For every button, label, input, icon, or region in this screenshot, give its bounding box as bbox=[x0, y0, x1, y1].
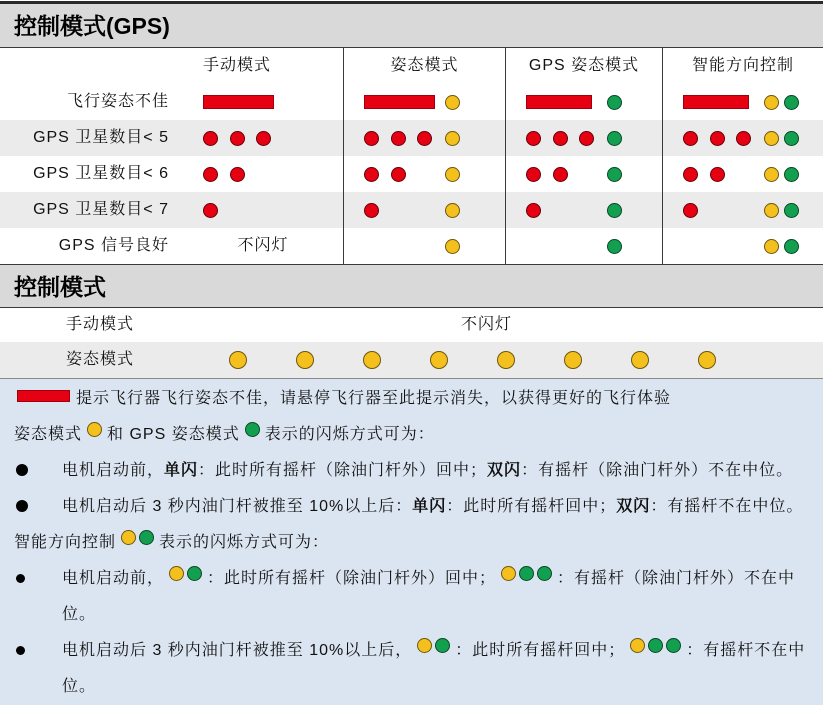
flash-pattern bbox=[364, 120, 432, 156]
green-led-icon bbox=[784, 131, 799, 146]
red-bar-led-icon bbox=[17, 390, 70, 402]
red-led-icon bbox=[526, 167, 541, 182]
red-led-icon bbox=[526, 131, 541, 146]
mode-row bbox=[0, 308, 823, 342]
indicator-cell-smart-direction-control bbox=[662, 228, 823, 264]
note-text: ：有摇杆不在中 bbox=[686, 642, 806, 659]
yellow-led-icon bbox=[445, 239, 460, 254]
flash-pattern bbox=[526, 156, 568, 192]
column-header-attitude-mode bbox=[343, 48, 505, 84]
indicator-cell-manual-mode bbox=[183, 84, 343, 120]
yellow-led-icon bbox=[764, 95, 779, 110]
bullet-item-continuation bbox=[0, 669, 823, 705]
yellow-led-icon bbox=[630, 638, 645, 653]
column-header-label: 手动模式 bbox=[203, 57, 272, 74]
green-led-icon bbox=[139, 530, 154, 545]
indicator-cell-attitude-mode bbox=[343, 84, 505, 120]
inline-led-group bbox=[245, 422, 260, 437]
column-header-label: 智能方向控制 bbox=[691, 57, 794, 74]
yellow-led-icon bbox=[121, 530, 136, 545]
flash-pattern bbox=[203, 84, 274, 120]
column-header-gps-attitude-mode bbox=[505, 48, 662, 84]
yellow-led-icon bbox=[296, 351, 314, 369]
note-text: 位。 bbox=[62, 606, 97, 623]
green-led-icon bbox=[435, 638, 450, 653]
indicator-cell-gps-attitude-mode bbox=[505, 120, 662, 156]
red-bar-led-icon bbox=[526, 95, 592, 109]
red-led-icon bbox=[364, 203, 379, 218]
note-text: 和 GPS 姿态模式 bbox=[107, 426, 240, 443]
red-led-icon bbox=[203, 203, 218, 218]
status-row bbox=[0, 120, 823, 156]
green-led-icon bbox=[666, 638, 681, 653]
inline-led-group bbox=[121, 530, 154, 545]
note-text: 电机启动后 3 秒内油门杆被推至 10%以上后： bbox=[62, 498, 413, 515]
green-led-icon bbox=[537, 566, 552, 581]
note-text: ：此时所有摇杆回中； bbox=[446, 498, 617, 515]
yellow-led-icon bbox=[698, 351, 716, 369]
status-row bbox=[0, 228, 823, 264]
mode-lights bbox=[607, 84, 622, 120]
note-text: ：有摇杆（除油门杆外）不在中 bbox=[557, 570, 796, 587]
basic-section-title: 控制模式 bbox=[14, 274, 106, 300]
indicator-cell-gps-attitude-mode bbox=[505, 156, 662, 192]
mode-lights bbox=[607, 156, 622, 192]
mode-label: 姿态模式 bbox=[65, 351, 134, 368]
red-led-icon bbox=[256, 131, 271, 146]
flash-pattern bbox=[526, 192, 541, 228]
column-header-smart-direction-control bbox=[662, 48, 823, 84]
note-text: 电机启动后 3 秒内油门杆被推至 10%以上后， bbox=[62, 642, 413, 659]
yellow-led-icon bbox=[430, 351, 448, 369]
yellow-led-icon bbox=[445, 95, 460, 110]
green-led-icon bbox=[784, 167, 799, 182]
flash-pattern bbox=[526, 120, 594, 156]
bullet-icon bbox=[16, 646, 25, 655]
red-led-icon bbox=[417, 131, 432, 146]
yellow-led-icon bbox=[764, 203, 779, 218]
mode-lights bbox=[607, 228, 622, 264]
note-text: ：有摇杆（除油门杆外）不在中位。 bbox=[521, 462, 794, 479]
yellow-led-icon bbox=[564, 351, 582, 369]
basic-section-header bbox=[0, 264, 823, 308]
green-led-icon bbox=[519, 566, 534, 581]
note-text: ：有摇杆不在中位。 bbox=[650, 498, 804, 515]
green-led-icon bbox=[607, 95, 622, 110]
red-led-icon bbox=[391, 167, 406, 182]
green-led-icon bbox=[607, 239, 622, 254]
red-led-icon bbox=[203, 131, 218, 146]
bullet-item bbox=[0, 561, 823, 597]
green-led-icon bbox=[607, 203, 622, 218]
mode-lights bbox=[445, 192, 460, 228]
note-bold-text: 单闪 bbox=[164, 462, 199, 479]
red-led-icon bbox=[230, 131, 245, 146]
status-label: GPS 卫星数目< 5 bbox=[33, 129, 169, 146]
note-text: 表示的闪烁方式可为： bbox=[159, 534, 330, 551]
status-row bbox=[0, 84, 823, 120]
green-led-icon bbox=[607, 131, 622, 146]
bar-hint-line bbox=[0, 381, 823, 417]
mode-lights bbox=[764, 192, 799, 228]
note-text: 位。 bbox=[62, 678, 97, 695]
gps-table-corner-cell bbox=[0, 48, 183, 84]
note-text: 智能方向控制 bbox=[14, 534, 117, 551]
red-led-icon bbox=[736, 131, 751, 146]
mode-lights bbox=[607, 192, 622, 228]
yellow-led-icon bbox=[497, 351, 515, 369]
red-bar-led-icon bbox=[683, 95, 749, 109]
inline-led-group bbox=[417, 638, 450, 653]
red-led-icon bbox=[579, 131, 594, 146]
basic-mode-led-table bbox=[0, 308, 823, 378]
indicator-cell-attitude-mode bbox=[343, 192, 505, 228]
yellow-led-icon bbox=[169, 566, 184, 581]
group-intro-line bbox=[0, 525, 823, 561]
green-led-icon bbox=[648, 638, 663, 653]
no-flash-text: 不闪灯 bbox=[461, 316, 513, 333]
red-led-icon bbox=[710, 131, 725, 146]
bar-hint-text: 提示飞行器飞行姿态不佳，请悬停飞行器至此提示消失，以获得更好的飞行体验 bbox=[76, 390, 672, 407]
gps-table-header-row bbox=[0, 48, 823, 84]
flash-sequence bbox=[229, 342, 716, 378]
indicator-cell-manual-mode bbox=[183, 228, 343, 264]
note-text: 电机启动前， bbox=[62, 462, 165, 479]
red-led-icon bbox=[364, 131, 379, 146]
bullet-icon bbox=[16, 500, 28, 512]
indicator-cell-manual-mode bbox=[183, 156, 343, 192]
flash-pattern bbox=[683, 84, 749, 120]
indicator-cell-smart-direction-control bbox=[662, 192, 823, 228]
column-header-manual-mode bbox=[183, 48, 343, 84]
red-bar-led-icon bbox=[203, 95, 274, 109]
yellow-led-icon bbox=[445, 203, 460, 218]
yellow-led-icon bbox=[764, 131, 779, 146]
note-text: ：此时所有摇杆（除油门杆外）回中； bbox=[198, 462, 488, 479]
group-intro-line bbox=[0, 417, 823, 453]
red-led-icon bbox=[364, 167, 379, 182]
indicator-cell-smart-direction-control bbox=[662, 84, 823, 120]
note-text: ：此时所有摇杆回中； bbox=[455, 642, 626, 659]
mode-label: 手动模式 bbox=[65, 316, 134, 333]
note-bold-text: 双闪 bbox=[616, 498, 651, 515]
indicator-cell-gps-attitude-mode bbox=[505, 84, 662, 120]
green-led-icon bbox=[784, 239, 799, 254]
indicator-cell-attitude-mode bbox=[343, 156, 505, 192]
gps-section-header bbox=[0, 4, 823, 48]
inline-led-group bbox=[87, 422, 102, 437]
status-label: GPS 卫星数目< 6 bbox=[33, 165, 169, 182]
yellow-led-icon bbox=[445, 131, 460, 146]
status-label: GPS 信号良好 bbox=[58, 237, 169, 254]
flash-pattern bbox=[364, 156, 406, 192]
gps-mode-led-table bbox=[0, 48, 823, 264]
red-led-icon bbox=[553, 131, 568, 146]
mode-lights bbox=[445, 228, 460, 264]
indicator-cell-manual-mode bbox=[183, 120, 343, 156]
note-bold-text: 单闪 bbox=[412, 498, 447, 515]
bullet-item bbox=[0, 453, 823, 489]
status-label: GPS 卫星数目< 7 bbox=[33, 201, 169, 218]
red-led-icon bbox=[526, 203, 541, 218]
green-led-icon bbox=[607, 167, 622, 182]
red-bar-led-icon bbox=[364, 95, 435, 109]
bullet-item bbox=[0, 633, 823, 669]
flash-pattern bbox=[683, 120, 751, 156]
inline-led-group bbox=[169, 566, 202, 581]
flash-pattern bbox=[203, 156, 245, 192]
mode-lights bbox=[445, 156, 460, 192]
yellow-led-icon bbox=[87, 422, 102, 437]
indicator-cell-smart-direction-control bbox=[662, 120, 823, 156]
yellow-led-icon bbox=[229, 351, 247, 369]
indicator-cell-attitude-mode bbox=[343, 228, 505, 264]
yellow-led-icon bbox=[417, 638, 432, 653]
red-led-icon bbox=[391, 131, 406, 146]
status-row bbox=[0, 156, 823, 192]
mode-lights bbox=[764, 84, 799, 120]
red-led-icon bbox=[230, 167, 245, 182]
no-flash-text: 不闪灯 bbox=[237, 237, 289, 254]
yellow-led-icon bbox=[764, 239, 779, 254]
red-led-icon bbox=[553, 167, 568, 182]
indicator-cell-smart-direction-control bbox=[662, 156, 823, 192]
green-led-icon bbox=[187, 566, 202, 581]
yellow-led-icon bbox=[631, 351, 649, 369]
mode-lights bbox=[764, 156, 799, 192]
green-led-icon bbox=[245, 422, 260, 437]
status-row bbox=[0, 192, 823, 228]
green-led-icon bbox=[784, 95, 799, 110]
green-led-icon bbox=[784, 203, 799, 218]
column-header-label: GPS 姿态模式 bbox=[528, 57, 640, 74]
mode-lights bbox=[764, 120, 799, 156]
indicator-cell-gps-attitude-mode bbox=[505, 228, 662, 264]
mode-lights bbox=[445, 120, 460, 156]
bullet-icon bbox=[16, 574, 25, 583]
bullet-item-continuation bbox=[0, 597, 823, 633]
indicator-cell-attitude-mode bbox=[343, 120, 505, 156]
flash-pattern bbox=[683, 156, 725, 192]
yellow-led-icon bbox=[445, 167, 460, 182]
flash-pattern bbox=[683, 192, 698, 228]
note-bold-text: 双闪 bbox=[487, 462, 522, 479]
notes-panel bbox=[0, 378, 823, 705]
indicator-cell-gps-attitude-mode bbox=[505, 192, 662, 228]
bullet-item bbox=[0, 489, 823, 525]
bullet-icon bbox=[16, 464, 28, 476]
gps-section-title: 控制模式(GPS) bbox=[14, 13, 170, 39]
indicator-cell-manual-mode bbox=[183, 192, 343, 228]
flash-pattern bbox=[203, 120, 271, 156]
red-led-icon bbox=[203, 167, 218, 182]
column-header-label: 姿态模式 bbox=[390, 57, 459, 74]
yellow-led-icon bbox=[501, 566, 516, 581]
red-led-icon bbox=[710, 167, 725, 182]
mode-lights bbox=[607, 120, 622, 156]
note-text: 电机启动前， bbox=[62, 570, 165, 587]
mode-lights bbox=[445, 84, 460, 120]
note-text: 姿态模式 bbox=[14, 426, 83, 443]
note-text: ：此时所有摇杆（除油门杆外）回中； bbox=[207, 570, 497, 587]
flash-pattern bbox=[364, 192, 379, 228]
inline-led-group bbox=[501, 566, 552, 581]
flash-pattern bbox=[526, 84, 592, 120]
yellow-led-icon bbox=[764, 167, 779, 182]
red-led-icon bbox=[683, 203, 698, 218]
inline-led-group bbox=[630, 638, 681, 653]
red-led-icon bbox=[683, 167, 698, 182]
flash-pattern bbox=[364, 84, 435, 120]
note-text: 表示的闪烁方式可为： bbox=[264, 426, 435, 443]
red-led-icon bbox=[683, 131, 698, 146]
flash-pattern bbox=[203, 192, 218, 228]
mode-lights bbox=[764, 228, 799, 264]
status-label: 飞行姿态不佳 bbox=[66, 93, 169, 110]
yellow-led-icon bbox=[363, 351, 381, 369]
mode-row bbox=[0, 342, 823, 378]
